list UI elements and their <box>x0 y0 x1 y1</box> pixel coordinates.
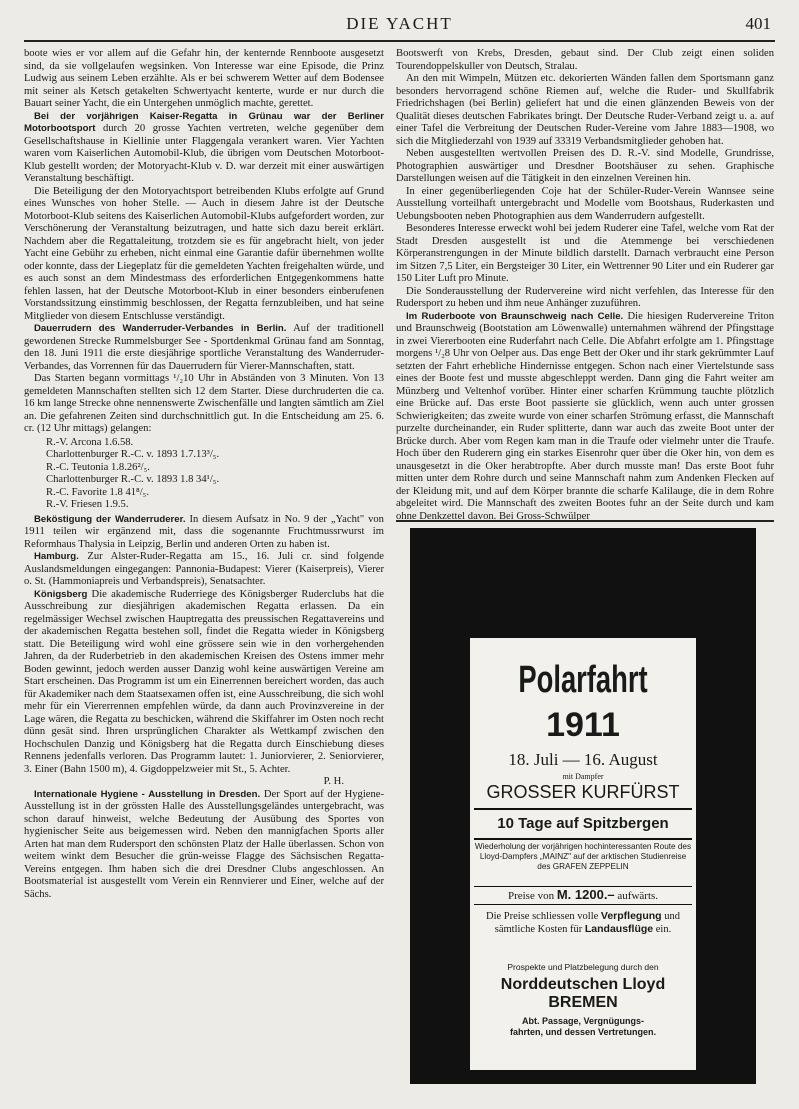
paragraph: Die Sonderausstellung der Rudervereine wird nicht verfehlen, das Interesse für den Rudersport zu heben und ihm neue Anhänger zuzuführen. <box>396 285 774 309</box>
ad-dates: 18. Juli — 16. August <box>508 750 658 769</box>
paragraph <box>24 514 384 552</box>
paragraph-text: Zur Alster-Ruder-Regatta am 15., 16. Juli cr. sind folgende Auslandsmeldungen eingegangen: Pannonia-Budapest: Vierer (Kaiserpreis), Vierer o. St. (Hammoniapreis und Verbandspreis), Senatsachter. <box>24 551 384 587</box>
price-value: M. 1200.– <box>556 887 615 902</box>
page-number: 401 <box>745 14 771 33</box>
advertisement <box>396 520 774 1090</box>
paragraph: boote wies er vor allem auf die Gefahr hin, der kenternde Rennboote ausgesetzt sind, da sie vollgelaufen wegsinken. Von Interesse war eine Episode, die Prinz Ludwig aus seinem Leben erzählte. Als er bei schwerem Wetter auf dem Bodensee mit seiner als Ketsch getakelten Schwertyacht kenterte, wurde er nur durch die Bauart seiner Yacht, die ein Untergehen unmöglich machte, gerettet. <box>24 48 384 109</box>
paragraph-text: Der Sport auf der Hygiene-Ausstellung ist in der grössten Halle des Ausstellungsgeländes untergebracht, was schon darauf hinweist, welche Bedeutung der Ausübung des Sportes von hygienischer Seite aus beigemessen wird. Neben den mannigfachen Sports aller Arten hat man dem Rudersport den schönsten Platz der Halle überlassen. Schon von weitem winkt dem Besucher die grün-weisse Flagge des Sächsischen Regatta-Vereins entgegen. Ihm haben sich die drei Dresdner Clubs angeschlossen. An Bootsmaterial ist ausgestellt vom Verein ein Rennvierer und Einer, welche auf der Sächs. <box>24 788 384 900</box>
paragraph: Neben ausgestellten wertvollen Preisen des D. R.-V. sind Modelle, Grundrisse, Photographien auswärtiger und Dresdner Bootshäuser zu sehen. Graphische Darstellungen weisen auf die Tätigkeit in den einzelnen Vereinen hin. <box>396 148 774 184</box>
paragraph-text: Die hiesigen Rudervereine Triton und Braunschweig (Bootstation am Löwenwalle) unternahmen während der Pfingsttage in zwei Viererbooten eine Ruderfahrt nach Celle. Die Abfahrt erfolgte am 1. Pfingsttage morgens ¹/₂8 Uhr von Oelper aus. Das enge Bett der Oker und ihr stark gekrümmter Lauf setzten der Fahrt erhebliche Hindernisse entgegen. Schon nach einer Viertelstunde sass eines der Boote fest und musste abgeschleppt werden. Dann ging die Fahrt weiter am Münzberg und Veltenhof vorüber. Hinter einer scharfen Krümmung tauchte plötzlich eine Brücke auf. Das erste Boot passierte sie glücklich, wenn auch unter grossen Schwierigkeiten; das zweite wurde von einer scharfen Strömung erfasst, die Mannschaft purzelte durcheinander, ein Ruder splitterte, dann war auch das zweite Boot unter der Brücke durch. Aber vom Regen kam man in die Traufe oder vielmehr unter die Traufe. Hoch über den Ruderern ging ein starkes Eisenrohr quer über die Oker hin, von dem es unausgesetzt in die Oker herabtropfte. Aber durch musste man! Das erste Boot fuhr mitten unter dem Rohre durch und seine Mannschaft nahm zum Andenken Flecken auf der Kleidung mit, und auf dem Körper brannte die scharfe Kalilauge, die in dem Rohre abgeleitet wird. Die Mannschaft des zweiten Bootes fuhr an der Seite durch und kam ohne Denkzettel davon. Bei Gross-Schwülper <box>396 310 775 522</box>
paragraph <box>24 323 384 373</box>
ad-department <box>470 1016 696 1038</box>
right-column <box>396 48 774 523</box>
ad-with-steamer: mit Dampfer <box>562 772 604 781</box>
result-item: R.-V. Friesen 1.9.5. <box>46 499 129 510</box>
ad-tagline: 10 Tage auf Spitzbergen <box>474 808 692 840</box>
ad-year: 1911 <box>546 706 620 744</box>
ad-prospectus: Prospekte und Platzbelegung durch den <box>507 962 659 972</box>
running-header <box>0 14 799 38</box>
price-suffix: aufwärts. <box>617 890 659 902</box>
price-prefix: Preise von <box>507 890 555 902</box>
paragraph <box>396 311 774 524</box>
section-heading: Im Ruderboote von Braunschweig nach Celle. <box>406 310 624 322</box>
paragraph-text: durch 20 grosse Yachten vertreten, welche gegenüber dem Gesellschaftshause in Kiellinie unter Flaggengala verankert waren. Vier Yachten waren vom Kaiserlichen Automobil-Klub, die übrigen vom Deutschen Motorboot-Klub gestellt worden; der Motoryacht-Klub v. D. war derzeit mit einer auswärtigen Veranstaltung beschäftigt. <box>24 123 384 184</box>
left-column <box>24 48 384 901</box>
paragraph-text: In diesem Aufsatz in No. 9 der „Yacht" von 1911 teilen wir ergänzend mit, dass die sogenannte Fruchtmussrwurst im Reformhaus Thalysia in Leipzig, Berlin und anderen Orten zu haben ist. <box>24 513 384 550</box>
ad-ship-name: GROSSER KURFÜRST <box>486 782 680 802</box>
paragraph: In einer gegenüberliegenden Coje hat der Schüler-Ruder-Verein Wannsee seine Ausstellung vorteilhaft untergebracht und Modelle vom Bootshaus, Ruderkasten und Uebungsbooten neben Photographien aus dem Wanderrudern aufgestellt. <box>396 185 774 222</box>
paragraph-text: Die akademische Ruderriege des Königsberger Ruderclubs hat die Ausschreibung zur diesjährigen akademischen Regatta erlassen. Da ein regelmässiger Wechsel zwischen Hauptregatta des preussischen Regattavereins und der akademischen Regatta bestehen soll, findet die Regatta wieder in Königsberg statt. Die Beteiligung wird wohl eine grössere sein wie in den vorhergehenden Jahren, da der Ruderbetrieb in den akademischen Kreisen des Ostens immer mehr Boden gewinnt, jedoch werden ausser Danzig wohl keine auswärtigen Vereine am Start erscheinen. Das Programm ist um ein Einerrennen bereichert worden, das auch für Akademiker nach dem Staatsexamen offen ist, eine Ausschreibung, die sich wohl mehr für ein Viererrennen empfehlen würde, da dann auch Provinzvereine in der Lage wären, die Regatta zu beschicken, während die Skiffahrer im Osten noch recht dünn gesät sind. Ihren ursprünglichen Charakter als Wettkampf zwischen den Hochschulen Danzig und Königsberg hat die Regatta durch Einschiebung dieses Rennens jedenfalls verloren. Das Programm lautet: 1. Juniorvierer, 2. Seniorvierer, 3. Einer (Bahn 1500 m), 4. Gigdoppelzweier mit St., 5. Achter. <box>24 588 384 775</box>
ad-title: Polarfahrt <box>518 659 648 701</box>
journal-title: DIE YACHT <box>346 14 453 33</box>
result-item: R.-C. Teutonia 1.8.26²/₅. <box>46 461 150 473</box>
paragraph <box>24 551 384 589</box>
company-city: BREMEN <box>548 994 618 1011</box>
paragraph: Besonderes Interesse erweckt wohl bei jedem Ruderer eine Tafel, welche vom Rat der Stadt Dresden ausgestellt ist und die Atemmenge bei verschiedenen Körperanstrengungen in der Minute bildlich darstellt. Darnach verbraucht eine Person im Sitzen 7,5 Liter, ein Bergsteiger 30 Liter, ein Wettrenner 90 Liter und ein Ruderer gar 150 Liter Luft pro Minute. <box>396 223 774 284</box>
paragraph <box>24 589 384 777</box>
paragraph <box>24 111 384 186</box>
paragraph: Das Starten begann vormittags ¹/₂10 Uhr in Abständen von 3 Minuten. Von 13 gemeldeten Mannschaften stellten sich 12 dem Starter. Diese durchruderten die ca. 16 km lange Strecke ohne nennenswerte Zwischenfälle und langten sämtlich am Ziel an. Die gefahrenen Zeiten sind durchschnittlich gut. In die Entscheidung am 25. 6. cr. (12 Uhr mittags) gelangen: <box>24 373 384 434</box>
ad-black-frame <box>410 528 756 1084</box>
ad-panel <box>470 638 696 1070</box>
info-text: Die Preise schliessen volle <box>486 911 599 922</box>
ad-route-note: Wiederholung der vorjährigen hochinteressanten Route des Lloyd-Dampfers „MAINZ" auf der arktischen Studienreise des GRAFEN ZEPPELIN <box>474 842 692 871</box>
header-rule <box>24 40 775 42</box>
info-emphasis: Verpflegung <box>600 910 662 922</box>
results-list <box>46 437 384 512</box>
result-item: Charlottenburger R.-C. v. 1893 1.7.13³/₅. <box>46 449 220 460</box>
paragraph: An den mit Wimpeln, Mützen etc. dekorierten Wänden fallen dem Sportsmann ganz besonders hervorragend schöne Riemen auf, welche die Ruder- und Skullfabrik Friedrichshagen (bei Berlin) geliefert hat und die einen glänzenden Beweis von der Qualität dieses deutschen Fabrikates bringt. Der Deutsche Ruder-Verband zeigt u. a. auf einer Tafel die Verbreitung der Deutschen Ruder-Vereine vom Jahre 1883—1908, wo sich die Mitgliederzahl von 1939 auf 33319 Verbandsmitglieder gehoben hat. <box>396 73 774 147</box>
section-heading: Beköstigung der Wanderruderer. <box>34 513 186 525</box>
department-line: fahrten, und dessen Vertretungen. <box>509 1027 657 1037</box>
ad-price-info <box>474 910 692 936</box>
ad-price-line <box>474 886 692 905</box>
section-heading: Königsberg <box>34 588 88 600</box>
section-heading: Bei der vorjährigen Kaiser-Regatta in Grünau war der Berliner Motorbootsport <box>24 110 384 134</box>
ad-divider <box>396 520 774 522</box>
paragraph: Die Beteiligung der den Motoryachtsport betreibenden Klubs erfolgte auf Grund eines Wunsches von hoher Stelle. — Auch in diesem Jahre ist der Deutsche Motorboot-Klub seitens des Kaiserlichen Automobil-Klubs aufgefordert worden, zur Verschönerung der Veranstaltung beizutragen, und hatte sich dazu bereit erklärt. Nachdem aber die Regattaleitung, trotzdem sie es für angebracht hielt, von jeder Yacht eine Gebühr zu erheben, nicht einmal eine Garantie dafür übernehmen wollte oder konnte, dass der Liegeplatz für die gemeldeten Yachten freigehalten würde, und es auch sonst an dem Mindestmass des erforderlichen Entgegenkommens hatte fehlen lassen, hat der Deutsche Motorboot-Klub in einer besonders einberufenen Vorstandssitzung einstimmig beschlossen, der Regatta fernzubleiben, und hat seine Mitglieder von diesem Entschlusse verständigt. <box>24 185 384 322</box>
result-item: Charlottenburger R.-C. v. 1893 1.8 34¹/₅. <box>46 474 220 485</box>
info-emphasis: Landausflüge <box>584 923 654 935</box>
info-text: und sämtliche Kosten für <box>494 911 680 935</box>
department-line: Abt. Passage, Vergnügungs- <box>521 1016 645 1026</box>
result-item: R.-V. Arcona 1.6.58. <box>46 436 134 448</box>
ad-company <box>470 976 696 1012</box>
section-heading: Hamburg. <box>34 551 79 562</box>
section-heading: Dauerrudern des Wanderruder-Verbandes in Berlin. <box>34 323 287 334</box>
info-text: ein. <box>655 924 672 935</box>
company-name: Norddeutschen Lloyd <box>500 976 666 993</box>
paragraph <box>24 789 384 902</box>
paragraph: Bootswerft von Krebs, Dresden, gebaut sind. Der Club zeigt einen soliden Tourendoppelskuller von Deutsch, Stralau. <box>396 48 774 72</box>
author-signature: P. H. <box>323 776 344 787</box>
paragraph-text: Auf der traditionell gewordenen Strecke Rummelsburger See - Sportdenkmal Grünau fand am Sonntag, den 18. Juni 1911 die erste diesjährige sportliche Veranstaltung des Wanderruder-Verbandes, das Vorrennen für das Dauerrudern für Vierer-Mannschaften, statt. <box>24 323 384 372</box>
result-item: R.-C. Favorite 1.8 41⁸/₅. <box>46 486 150 498</box>
section-heading: Internationale Hygiene - Ausstellung in Dresden. <box>34 788 261 800</box>
